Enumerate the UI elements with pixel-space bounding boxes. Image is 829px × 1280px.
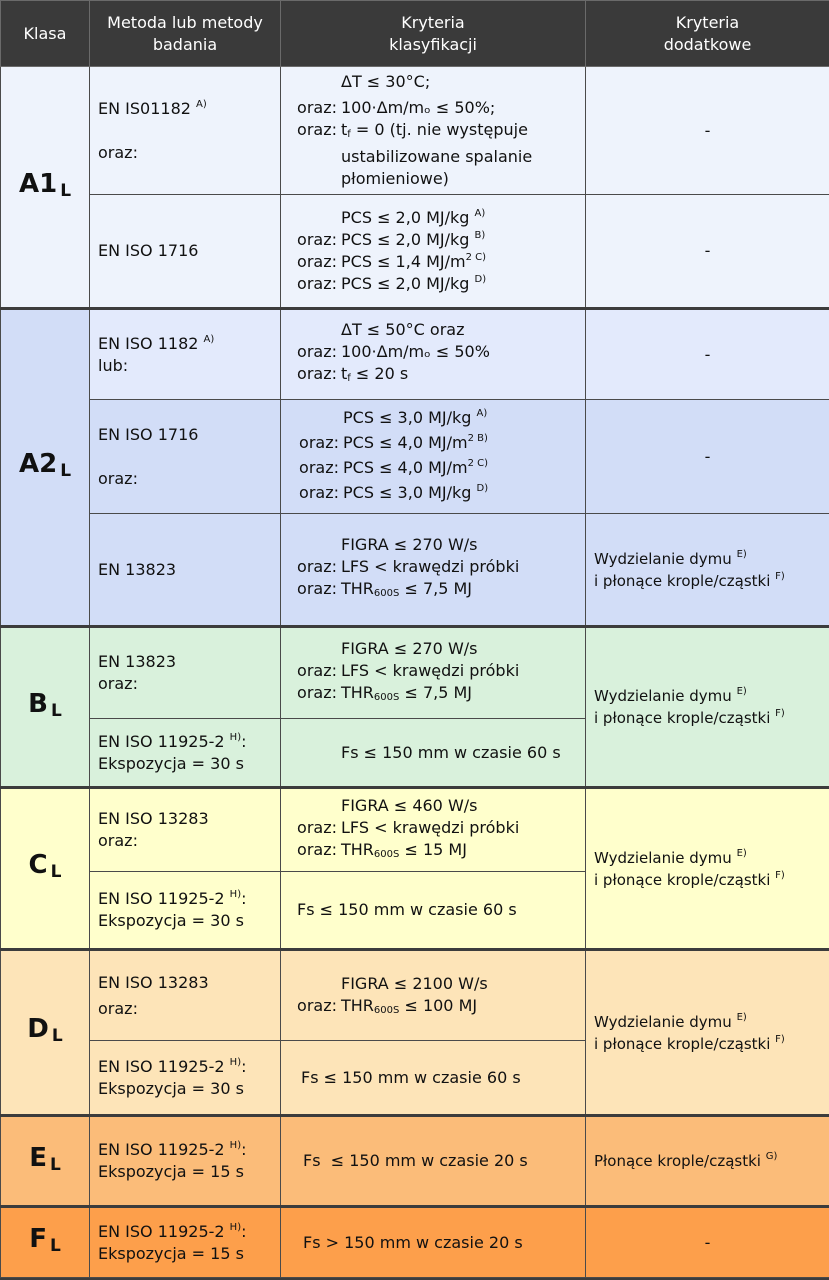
table-row	[1, 309, 829, 400]
class-cell-b: B $_L$	[1, 627, 90, 788]
additional-cell: Wydzielanie dymu $^{E)}$ i płonące krople/cząstki $^{F)}$	[586, 514, 829, 627]
criteria-cell: FIGRA ≤ 460 W/s oraz: LFS < krawędzi próbki oraz: $THR_{600S} \le 15$ MJ	[281, 788, 586, 872]
method-cell: EN ISO 13283 oraz:	[90, 788, 281, 872]
method-cell: EN ISO 11925-2 $^{H)}$: Ekspozycja = 15 s	[90, 1207, 281, 1278]
method-cell: EN 13823	[90, 514, 281, 627]
method-cell: EN ISO 1182 $^{A)}$ lub:	[90, 309, 281, 400]
table-row	[1, 400, 829, 514]
method-cell: EN ISO 1716	[90, 195, 281, 309]
method-cell: EN ISO 11925-2 $^{H)}$: Ekspozycja = 30 s	[90, 1041, 281, 1116]
class-cell-a2: A2 $_L$	[1, 309, 90, 627]
header-additional: Kryteria dodatkowe	[586, 1, 829, 67]
method-cell: EN ISO 13283 oraz:	[90, 950, 281, 1041]
criteria-cell: Fs ≤ 150 mm w czasie 20 s	[281, 1116, 586, 1207]
method-cell: EN ISO 1716 oraz:	[90, 400, 281, 514]
method-cell: EN ISO 11925-2 $^{H)}$: Ekspozycja = 30 s	[90, 719, 281, 788]
class-cell-e: E $_L$	[1, 1116, 90, 1207]
header-row	[1, 1, 829, 67]
header-criteria: Kryteria klasyfikacji	[281, 1, 586, 67]
table-row	[1, 788, 829, 872]
criteria-cell: ΔT ≤ 30°C; oraz: 100·Δm/mₒ ≤ 50%; oraz: $t_f = 0$ (tj. nie występuje ustabilizowane spalanie płomieniowe)	[281, 67, 586, 195]
criteria-cell: PCS ≤ 3,0 MJ/kg $^{A)}$ oraz: PCS ≤ 4,0 $MJ/m^{2 B)}$ oraz: PCS ≤ 4,0 $MJ/m^{2 C)}$ oraz: PCS ≤ 3,0 MJ/kg $^{D)}$	[281, 400, 586, 514]
table-row	[1, 67, 829, 195]
criteria-cell: FIGRA ≤ 270 W/s oraz: LFS < krawędzi próbki oraz: $THR_{600S} \le 7,5$ MJ	[281, 627, 586, 719]
additional-cell: Płonące krople/cząstki $^{G)}$	[586, 1116, 829, 1207]
additional-cell: Wydzielanie dymu $^{E)}$ i płonące krople/cząstki $^{F)}$	[586, 950, 829, 1116]
additional-cell: -	[586, 400, 829, 514]
criteria-cell: PCS ≤ 2,0 MJ/kg $^{A)}$ oraz: PCS ≤ 2,0 MJ/kg $^{B)}$ oraz: PCS ≤ 1,4 $MJ/m^{2 C)}$ oraz: PCS ≤ 2,0 MJ/kg $^{D)}$	[281, 195, 586, 309]
additional-cell: -	[586, 195, 829, 309]
criteria-cell: Fs ≤ 150 mm w czasie 60 s	[281, 1041, 586, 1116]
additional-cell: -	[586, 1207, 829, 1278]
additional-cell: Wydzielanie dymu $^{E)}$ i płonące krople/cząstki $^{F)}$	[586, 788, 829, 950]
table-row	[1, 950, 829, 1041]
class-cell-d: D $_L$	[1, 950, 90, 1116]
criteria-cell: FIGRA ≤ 270 W/s oraz: LFS < krawędzi próbki oraz: $THR_{600S} \le 7,5$ MJ	[281, 514, 586, 627]
header-method: Metoda lub metody badania	[90, 1, 281, 67]
criteria-cell: FIGRA ≤ 2100 W/s oraz: $THR_{600S} \le 100$ MJ	[281, 950, 586, 1041]
additional-cell: -	[586, 67, 829, 195]
criteria-cell: Fs > 150 mm w czasie 20 s	[281, 1207, 586, 1278]
table-row	[1, 627, 829, 719]
criteria-cell: ΔT ≤ 50°C oraz oraz: 100·Δm/mₒ ≤ 50% oraz: $t_f \le 20$ s	[281, 309, 586, 400]
class-cell-c: C $_L$	[1, 788, 90, 950]
method-cell: EN ISO 11925-2 $^{H)}$: Ekspozycja = 30 s	[90, 872, 281, 950]
additional-cell: -	[586, 309, 829, 400]
class-cell-f: F $_L$	[1, 1207, 90, 1278]
method-cell: EN 13823 oraz:	[90, 627, 281, 719]
criteria-cell: Fs ≤ 150 mm w czasie 60 s	[281, 872, 586, 950]
method-cell: EN IS01182 $^{A)}$ oraz:	[90, 67, 281, 195]
table-row	[1, 1207, 829, 1278]
additional-cell: Wydzielanie dymu $^{E)}$ i płonące krople/cząstki $^{F)}$	[586, 627, 829, 788]
class-cell-a1: A1 $_L$	[1, 67, 90, 309]
table-row	[1, 195, 829, 309]
header-class: Klasa	[1, 1, 90, 67]
criteria-cell: Fs ≤ 150 mm w czasie 60 s	[281, 719, 586, 788]
table-row	[1, 514, 829, 627]
method-cell: EN ISO 11925-2 $^{H)}$: Ekspozycja = 15 s	[90, 1116, 281, 1207]
table-row	[1, 1116, 829, 1207]
